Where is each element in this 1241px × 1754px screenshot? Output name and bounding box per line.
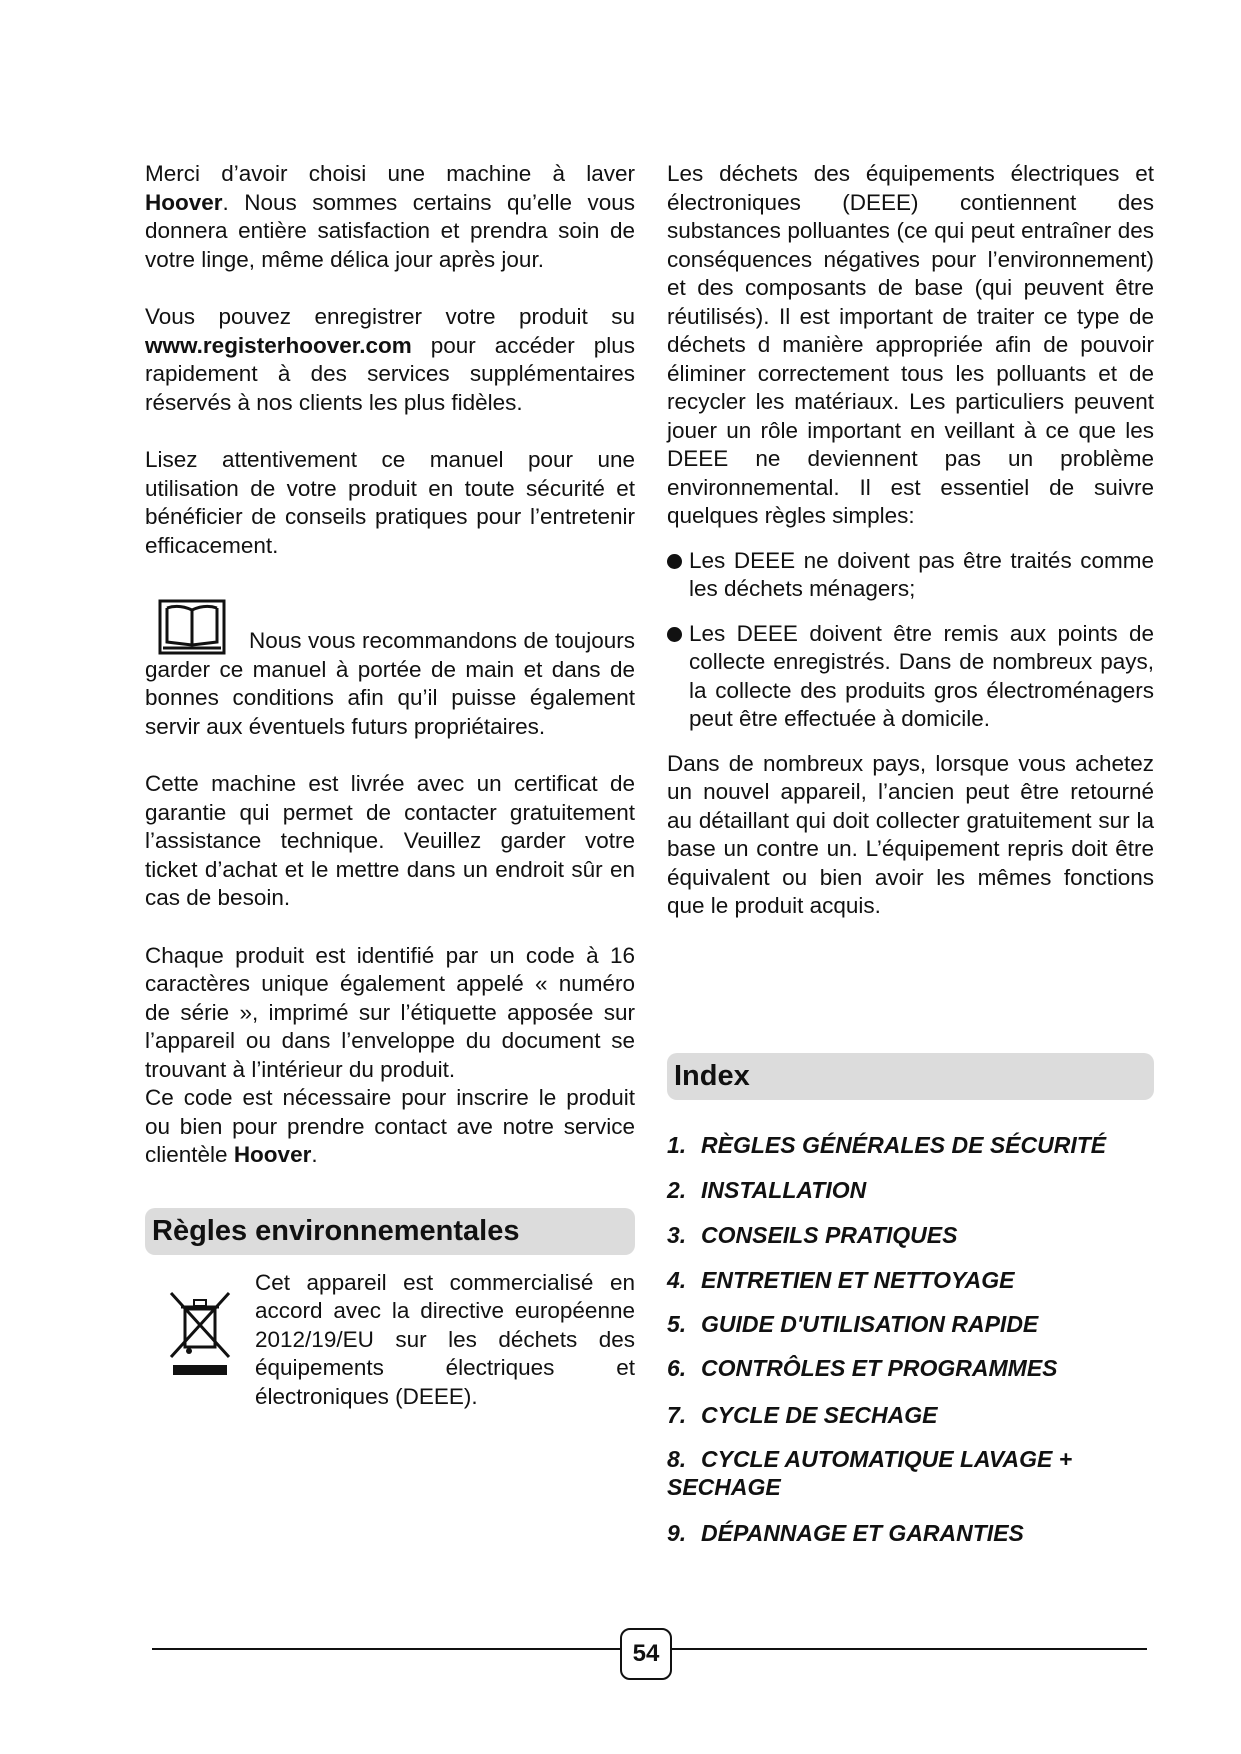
right-column: [667, 160, 1154, 921]
index-item-5[interactable]: 5. GUIDE D'UTILISATION RAPIDE: [667, 1311, 1039, 1337]
index-item-1[interactable]: 1. RÈGLES GÉNÉRALES DE SÉCURITÉ: [667, 1132, 1107, 1158]
page-number: 54: [620, 1628, 672, 1680]
index-heading: Index: [667, 1053, 1154, 1100]
warranty-paragraph: Cette machine est livrée avec un certificat de garantie qui permet de contacter gratuitement l’assistance technique. Veuillez garder votre ticket d’achat et le mettre dans un endroit sûr en cas de besoin.: [145, 771, 635, 910]
index-item-7[interactable]: 7. CYCLE DE SECHAGE: [667, 1402, 938, 1428]
read-manual-paragraph: Lisez attentivement ce manuel pour une utilisation de votre produit en toute sécurité et bénéficier de conseils pratiques pour l’entretenir efficacement.: [145, 447, 635, 558]
index-item-3[interactable]: 3. CONSEILS PRATIQUES: [667, 1222, 958, 1248]
left-column: [145, 160, 635, 1411]
footer-rule-left: [152, 1648, 620, 1650]
manual-tip-block: [145, 598, 635, 741]
deee-intro-paragraph: Les déchets des équipements électriques et électroniques (DEEE) contiennent des substances polluantes (ce qui peut entraîner des conséquences négatives pour l’environnement) et des composants de base (qui peuvent être réutilisés). Il est important de traiter ce type de déchets d manière appropriée afin de pouvoir éliminer correctement tous les polluants et de recycler les matériaux. Les particuliers peuvent jouer un rôle important en veillant à ce que les DEEE ne deviennent pas un problème environnemental. Il est essentiel de suivre quelques règles simples:: [667, 161, 1154, 528]
book-icon: [157, 598, 227, 658]
register-paragraph: Vous pouvez enregistrer votre produit su www.registerhoover.com pour accéder plus rapidement à des services supplémentaires réservés à nos clients les plus fidèles.: [145, 304, 635, 415]
return-paragraph: Dans de nombreux pays, lorsque vous achetez un nouvel appareil, l’ancien peut être retourné au détaillant qui doit collecter gratuitement sur la base un contre un. L’équipement repris doit être équivalent ou bien avoir les mêmes fonctions que le produit acquis.: [667, 750, 1154, 918]
crossed-bin-icon: [165, 1287, 235, 1377]
index-item-2[interactable]: 2. INSTALLATION: [667, 1177, 867, 1203]
footer-rule-right: [672, 1648, 1147, 1650]
bullet-item: Les DEEE doivent être remis aux points de collecte enregistrés. Dans de nombreux pays, la collecte des produits gros électroménagers peut être effectuée à domicile.: [667, 620, 1154, 734]
bullet-dot: [667, 627, 682, 642]
index-item-8[interactable]: 8. CYCLE AUTOMATIQUE LAVAGE + SECHAGE: [667, 1446, 1073, 1500]
environment-heading: Règles environnementales: [145, 1208, 635, 1255]
bullet-dot: [667, 554, 682, 569]
serial-paragraph-2: Ce code est nécessaire pour inscrire le produit ou bien pour prendre contact ave notre service clientèle Hoover.: [145, 1085, 635, 1167]
serial-paragraph: Chaque produit est identifié par un code à 16 caractères unique également appelé « numéro de série », imprimé sur l’étiquette apposée sur l’appareil ou dans l’enveloppe du document se trouvant à l’intérieur du produit.: [145, 942, 635, 1082]
index-item-6[interactable]: 6. CONTRÔLES ET PROGRAMMES: [667, 1355, 1058, 1381]
environment-paragraph: Cet appareil est commercialisé en accord avec la directive européenne 2012/19/EU sur les déchets des équipements électriques et électroniques (DEEE).: [255, 1269, 635, 1409]
bullet-item: Les DEEE ne doivent pas être traités comme les déchets ménagers;: [667, 547, 1154, 604]
keep-manual-paragraph: Nous vous recommandons de toujours garder ce manuel à portée de main et dans de bonnes conditions afin qu’il puisse également servir aux éventuels futurs propriétaires.: [145, 628, 635, 739]
environment-block: [145, 1269, 635, 1412]
intro-paragraph: Merci d’avoir choisi une machine à laver Hoover. Nous sommes certains qu’elle vous donnera entière satisfaction et prendra soin de votre linge, même délica jour après jour.: [145, 161, 635, 272]
index-item-9[interactable]: 9. DÉPANNAGE ET GARANTIES: [667, 1520, 1024, 1546]
register-link[interactable]: www.registerhoover.com: [145, 332, 412, 358]
index-item-4[interactable]: 4. ENTRETIEN ET NETTOYAGE: [667, 1267, 1015, 1293]
